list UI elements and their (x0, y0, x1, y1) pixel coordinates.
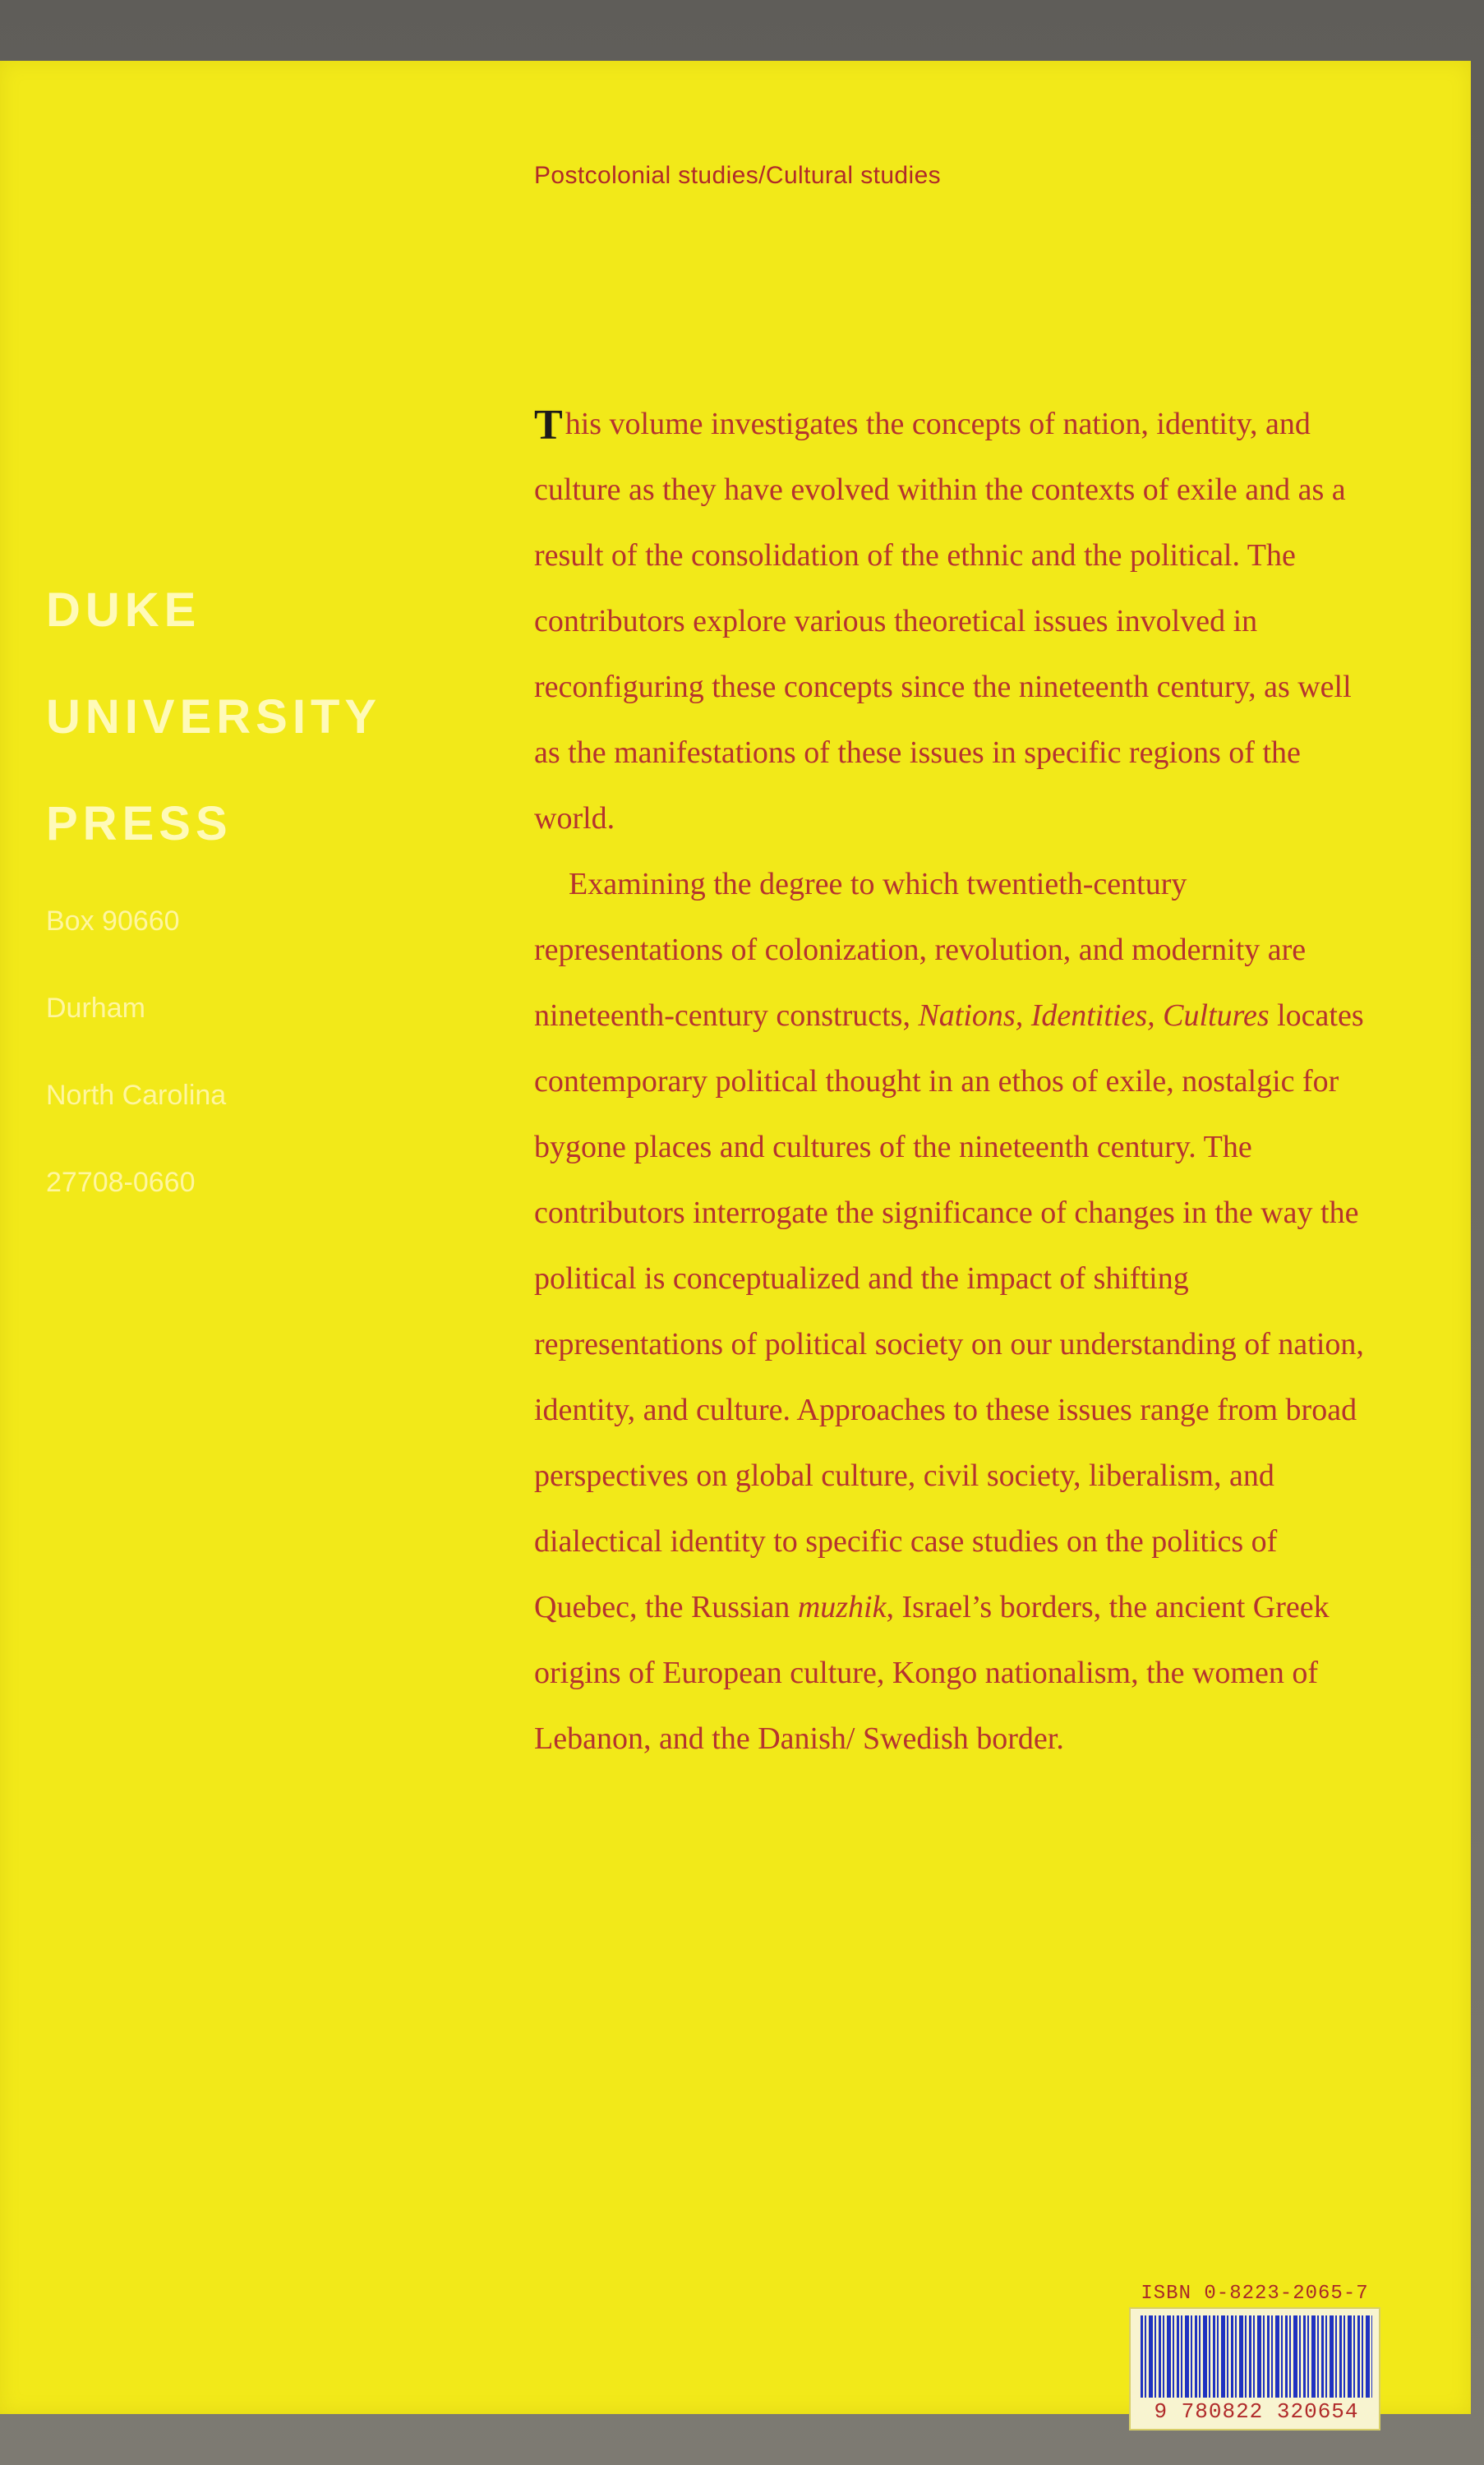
barcode-number: 9 780822 320654 (1154, 2399, 1359, 2424)
publisher-block (46, 583, 382, 1256)
publisher-address-line-3: North Carolina (46, 1080, 227, 1111)
publisher-name-line-3: PRESS (46, 797, 233, 850)
isbn-label: ISBN 0-8223-2065-7 (1141, 2283, 1369, 2305)
publisher-name-line-2: UNIVERSITY (46, 690, 382, 744)
paragraph-2-text-b: locates contemporary political thought in an ethos of exile, nostalgic for bygone places and cultures of the nineteenth century. The contributors interrogate the significance of changes in the way the political is conceptualized and the impact of shifting representations of political society on our understanding of nation, identity, and culture. Approaches to these issues range from broad perspectives on global culture, civil society, liberalism, and dialectical identity to specific case studies on the politics of Quebec, the Russian (534, 998, 1364, 1624)
book-description (534, 391, 1364, 1772)
barcode-icon (1141, 2315, 1372, 2398)
italic-term: muzhik (797, 1590, 887, 1624)
category-label: Postcolonial studies/Cultural studies (534, 162, 942, 189)
book-back-cover (0, 61, 1471, 2424)
paragraph-2-text-c: , Israel’s borders, the ancient Greek origins of European culture, Kongo nationalism, the women of Lebanon, and the Danish/ Swedish border. (534, 1590, 1330, 1756)
publisher-name-line-1: DUKE (46, 583, 201, 637)
paragraph-2-text-a: Examining the degree to which twentieth-century representations of colonization, revolution, and modernity are nineteenth-century constructs, (534, 867, 1307, 1033)
publisher-address-line-2: Durham (46, 993, 145, 1024)
drop-cap-letter: T (534, 402, 563, 449)
description-paragraph-2 (534, 851, 1364, 1772)
publisher-address-line-4: 27708-0660 (46, 1167, 196, 1198)
book-title-italic: Nations, Identities, Cultures (918, 998, 1270, 1033)
description-paragraph-1 (534, 391, 1364, 851)
paragraph-1-text: his volume investigates the concepts of nation, identity, and culture as they have evolved within the contexts of exile and as a result of the consolidation of the ethnic and the political. The contributors explore various theoretical issues involved in reconfiguring these concepts since the nineteenth century, as well as the manifestations of these issues in specific regions of the world. (534, 407, 1352, 836)
barcode-block (1129, 2307, 1380, 2430)
publisher-address-line-1: Box 90660 (46, 905, 180, 937)
